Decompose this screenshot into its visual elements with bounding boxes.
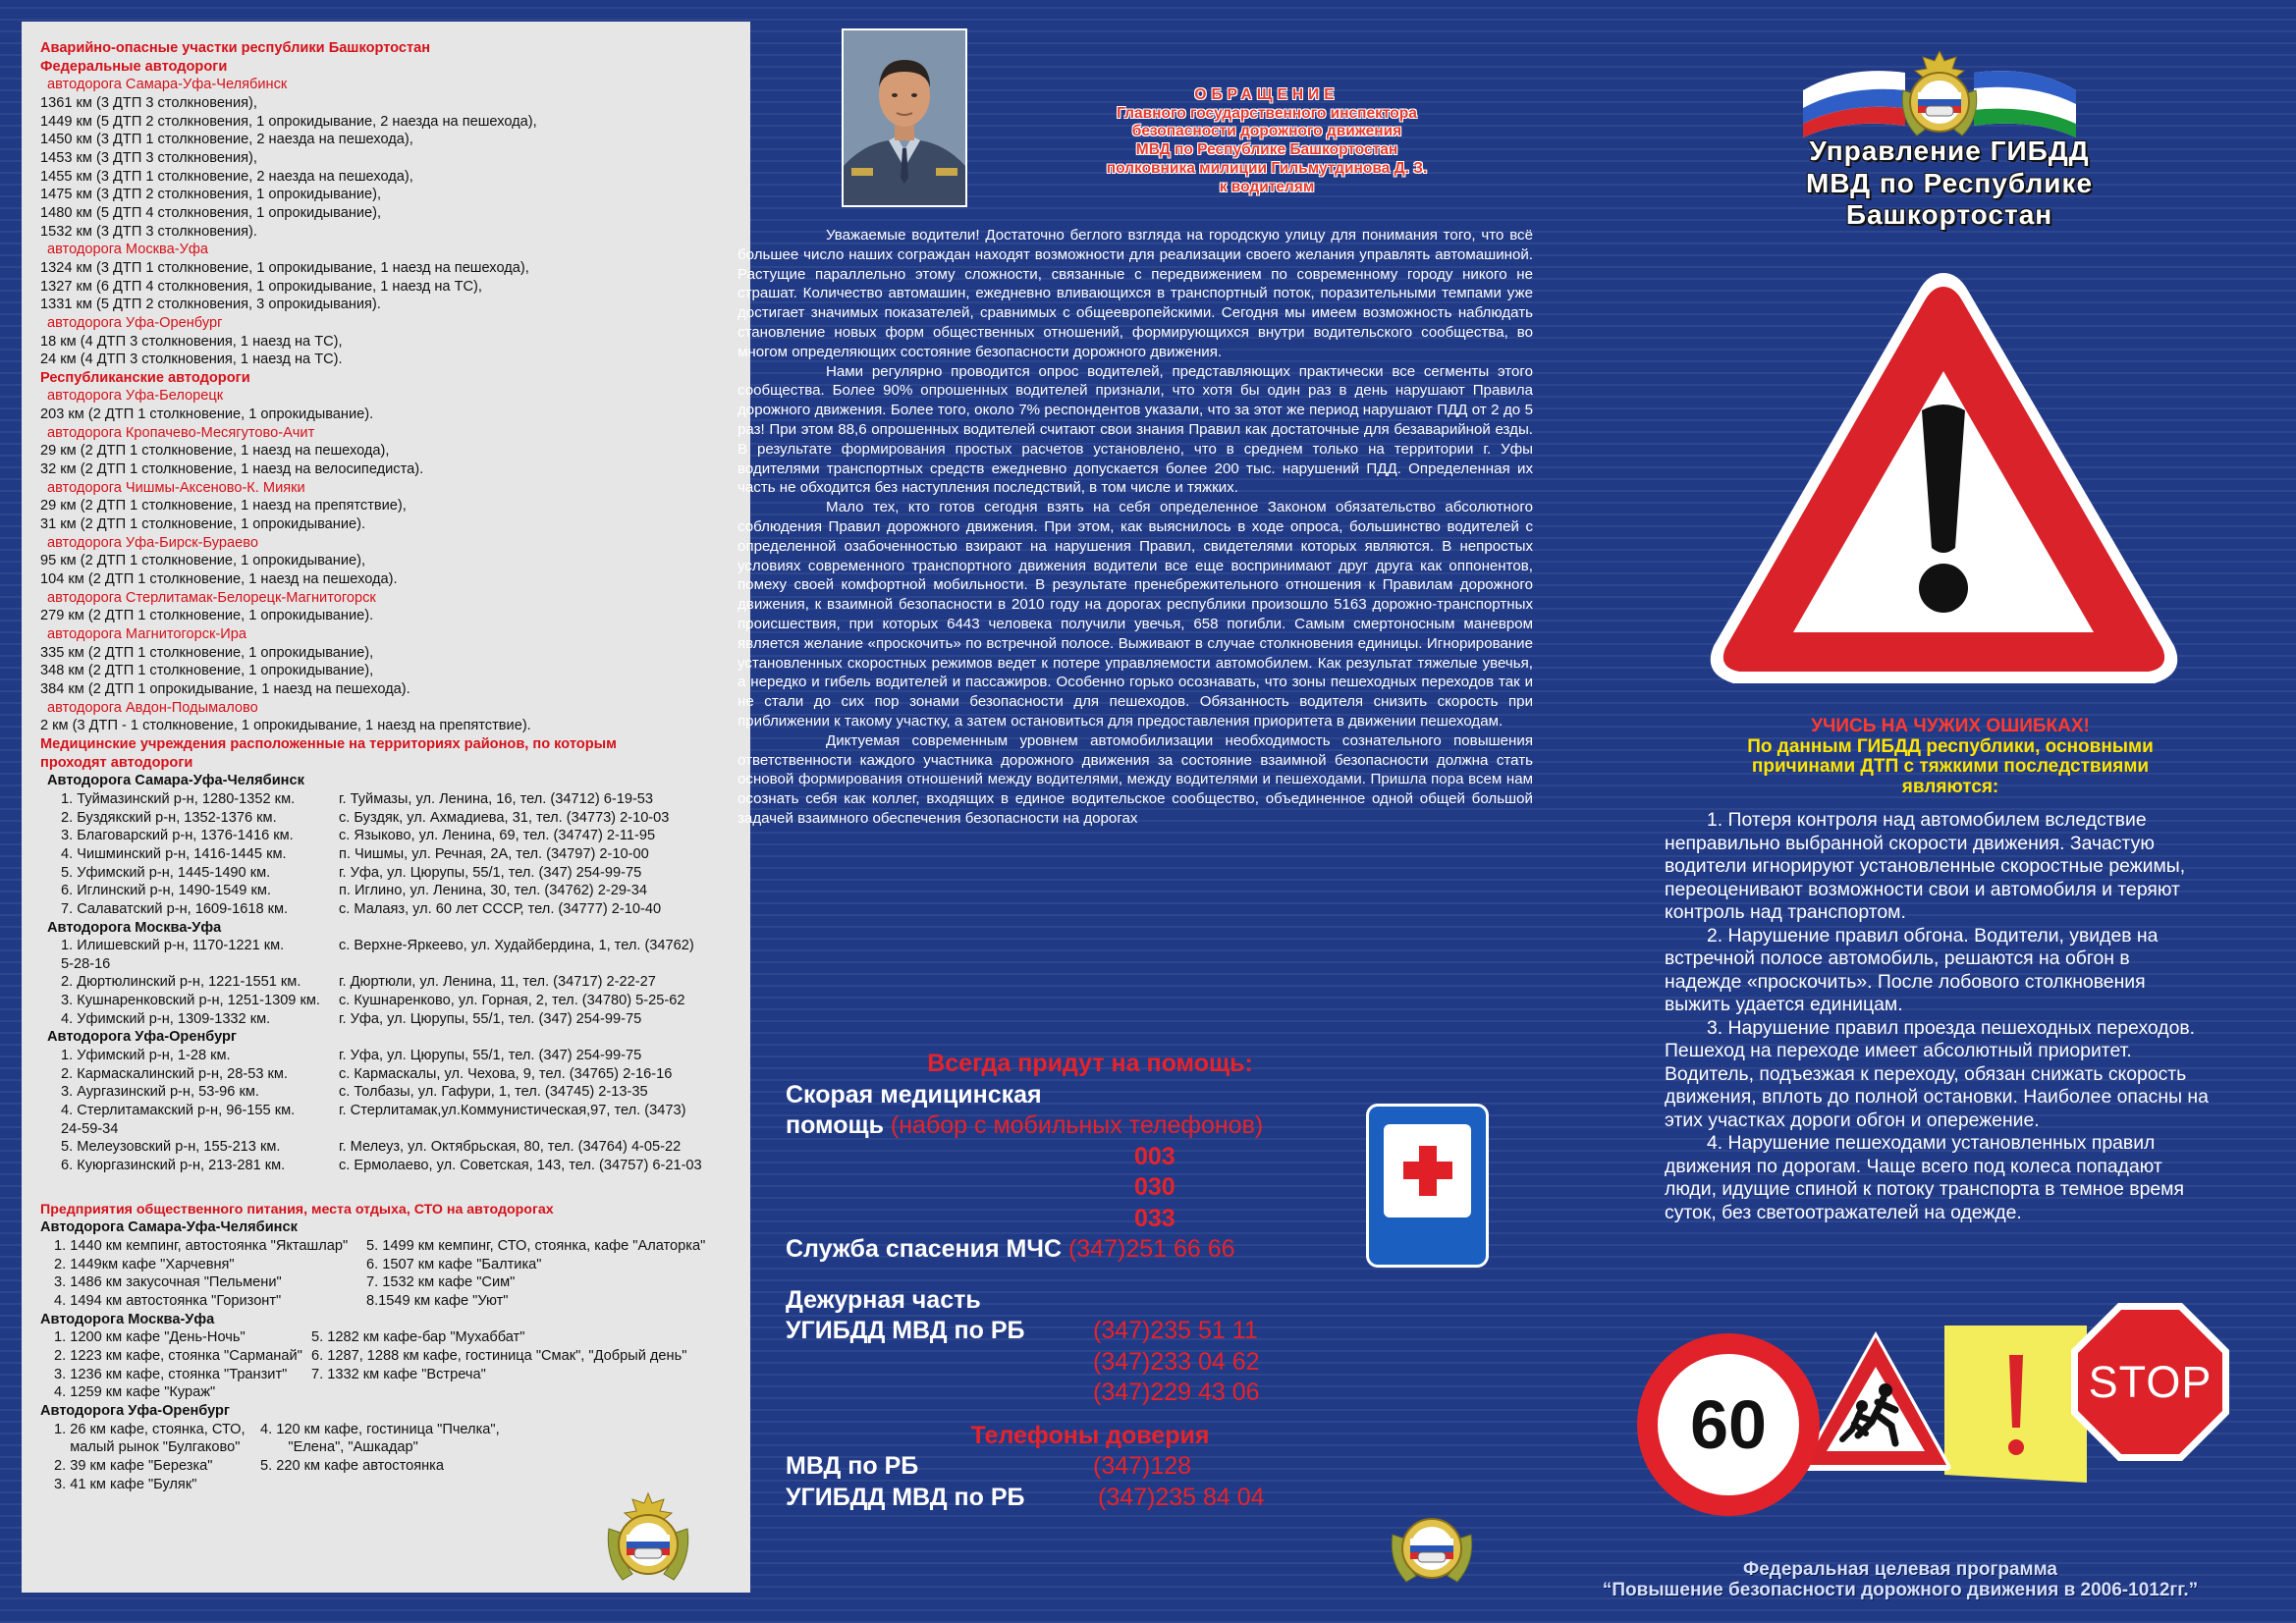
road-name: автодорога Москва-Уфа: [47, 242, 208, 258]
road-km-line: 1532 км (3 ДТП 3 столкновения).: [40, 223, 257, 240]
learn-subtitle: являются:: [1901, 776, 1999, 797]
food-item: 8.1549 км кафе "Уют": [366, 1292, 509, 1309]
road-km-line: 18 км (4 ДТП 3 столкновения, 1 наезд на ТС),: [40, 333, 343, 350]
med-row: [40, 1010, 750, 1029]
med-row: [40, 1065, 750, 1084]
med-group-name: Автодорога Уфа-Оренбург: [47, 1029, 238, 1046]
medical-heading-cont: проходят автодороги: [40, 754, 193, 771]
med-address: г. Стерлитамак,ул.Коммунистическая,97, тел. (3473): [339, 1103, 686, 1119]
food-row: [40, 1273, 750, 1292]
med-row-cont: 24-59-34: [61, 1120, 119, 1137]
trust-title: Телефоны доверия: [970, 1421, 1210, 1449]
appeal-paragraph: Мало тех, кто готов сегодня взять на себя определенное Законом обязательство абсолютного соблюдения Правил дорожного движения. При этом, как выяснилось в ходе опроса, большинство водителей с определенной озабоченностью взирают на нарушения Правил, свидетелями которых являются. В непростых условиях современного транспортного движения водители все еще воспринимают друг друга как оппонентов, помеху своей комфортной мобильности. В результате пренебрежительного отношения к Правилам дорожного движения, к взаимной безопасности в 2010 году на дорогах республики произошло 5163 дорожно-транспортных происшествия, при которых 6443 человека получили увечья, 658 погибли. Самым смертоносным маневром является желание «проскочить» по встречной полосе. Выживают в случае столкновения единицы. Игнорирование установленных скоростных режимов ведет к потере управляемости автомобилем. Как результат тяжелые увечья, а нередко и гибель водителей и пассажиров. Особенно горько осознавать, что зоны пешеходных переходов так и не стали до сих пор зонами безопасности для пешеходов. Обязанность водителя снизить скорость при приближении к такому участку, а затем остановиться для предоставления приоритета в движении пешеходам.: [738, 499, 1533, 730]
food-group-name: Автодорога Самара-Уфа-Челябинск: [40, 1219, 298, 1236]
road-name: автодорога Авдон-Подымалово: [47, 699, 258, 716]
road-km-line: 1475 км (3 ДТП 2 столкновения, 1 опрокидывание),: [40, 187, 382, 203]
speed-limit-value: 60: [1690, 1386, 1767, 1463]
trust-mvd-label: МВД по РБ: [786, 1452, 919, 1480]
food-item: 1. 1440 км кемпинг, автостоянка "Якташлар": [54, 1238, 349, 1254]
appeal-title-line: ОБРАЩЕНИЕ: [1194, 86, 1339, 103]
med-row: [40, 1102, 750, 1120]
speed-limit-sign-icon: [1637, 1333, 1820, 1516]
food-item: 3. 41 км кафе "Буляк": [54, 1476, 197, 1492]
appeal-title-line: МВД по Республике Башкортостан: [1135, 141, 1398, 159]
med-district: 2. Буздякский р-н, 1352-1376 км.: [61, 809, 277, 826]
duty-phone: (347)233 04 62: [1093, 1347, 1260, 1376]
med-row: [40, 882, 750, 900]
med-district: 5. Уфимский р-н, 1445-1490 км.: [61, 864, 271, 881]
accident-causes: [1665, 809, 2210, 1224]
trust-ugibdd-label: УГИБДД МВД по РБ: [786, 1483, 1025, 1511]
ambulance-number: 030: [1134, 1173, 1175, 1201]
food-row: [40, 1347, 750, 1366]
road-km-line: 32 км (2 ДТП 1 столкновение, 1 наезд на велосипедиста).: [40, 461, 424, 478]
food-item: 2. 1223 км кафе, стоянка "Сарманай": [54, 1347, 302, 1364]
med-address: г. Уфа, ул. Цюрупы, 55/1, тел. (347) 254-99-75: [339, 1010, 642, 1027]
med-district: 7. Салаватский р-н, 1609-1618 км.: [61, 900, 289, 917]
appeal-title-line: к водителям: [1219, 178, 1315, 195]
road-km-line: 1455 км (3 ДТП 1 столкновение, 2 наезда на пешехода),: [40, 168, 413, 185]
road-name: автодорога Самара-Уфа-Челябинск: [47, 77, 288, 93]
med-row: [40, 1083, 750, 1102]
ambulance-number: 003: [1134, 1142, 1175, 1170]
food-item: 2. 39 км кафе "Березка": [54, 1457, 213, 1474]
appeal-paragraph: Нами регулярно проводится опрос водителей, представляющих практически все сегменты этого сообщества. Более 90% опрошенных водителей признали, что хотя бы один раз в день нарушают Правила дорожного движения. Более того, около 7% респондентов указали, что за этот же период нарушают ПДД от 2 до 5 раз! При этом 88,6 опрошенных водителей считают свои знания Правил как достаточные для безаварийной езды. В результате формирования простых расчетов установлено, что в среднем только на территории г. Уфы водителями транспортных средств ежедневно допускается более 200 тыс. нарушений ПДД. Определенная их часть не обходится без наступления последствий, в том числе и тяжких.: [738, 362, 1533, 497]
stop-sign-icon: [2069, 1301, 2231, 1463]
med-address: п. Чишмы, ул. Речная, 2А, тел. (34797) 2-10-00: [339, 845, 649, 862]
med-district: 2. Кармаскалинский р-н, 28-53 км.: [61, 1065, 288, 1082]
road-km-line: 31 км (2 ДТП 1 столкновение, 1 опрокидывание).: [40, 516, 366, 533]
food-item: 3. 1486 км закусочная "Пельмени": [54, 1274, 282, 1291]
med-address: г. Дюртюли, ул. Ленина, 11, тел. (34717) 2-22-27: [339, 974, 656, 991]
road-km-line: 24 км (4 ДТП 3 столкновения, 1 наезд на ТС).: [40, 352, 343, 368]
food-row: [40, 1256, 750, 1274]
warning-triangle-icon: [1701, 263, 2187, 695]
road-km-line: 279 км (2 ДТП 1 столкновение, 1 опрокидывание).: [40, 608, 374, 624]
med-row: [40, 992, 750, 1010]
organization-title: [1738, 135, 2160, 232]
road-km-line: 1480 км (5 ДТП 4 столкновения, 1 опрокидывание),: [40, 204, 382, 221]
duty-phone: (347)235 51 11: [1093, 1317, 1258, 1344]
med-group-name: Автодорога Москва-Уфа: [47, 919, 222, 936]
food-item: 7. 1532 км кафе "Сим": [366, 1274, 516, 1291]
food-row: [40, 1292, 750, 1311]
food-row: [40, 1421, 750, 1439]
med-address: с. Толбазы, ул. Гафури, 1, тел. (34745) 2-13-35: [339, 1084, 648, 1101]
road-name: автодорога Уфа-Белорецк: [47, 388, 224, 405]
republic-heading: Республиканские автодороги: [40, 369, 250, 386]
med-district: 3. Благоварский р-н, 1376-1416 км.: [61, 828, 294, 844]
med-district: 3. Кушнаренковский р-н, 1251-1309 км.: [61, 993, 320, 1009]
road-km-line: 335 км (2 ДТП 1 столкновение, 1 опрокидывание),: [40, 644, 374, 661]
food-item: 1. 26 км кафе, стоянка, СТО,: [54, 1421, 246, 1437]
road-name: автодорога Уфа-Бирск-Бураево: [47, 534, 258, 551]
med-row: [40, 900, 750, 919]
med-row: [40, 809, 750, 828]
med-district: 6. Куюргазинский р-н, 213-281 км.: [61, 1158, 286, 1174]
road-name: автодорога Магнитогорск-Ира: [47, 626, 247, 642]
road-km-line: 1450 км (3 ДТП 1 столкновение, 2 наезда на пешехода),: [40, 132, 413, 148]
appeal-title-line: безопасности дорожного движения: [1131, 123, 1402, 140]
medical-help-sign-icon: [1366, 1104, 1489, 1268]
cause-item: 4. Нарушение пешеходами установленных правил движения по дорогам. Чаще всего под колеса попадают люди, идущие спиной к потоку транспорта в темное время суток, без светоотражателей на одежде.: [1665, 1132, 2185, 1223]
food-item: 4. 1259 км кафе "Кураж": [54, 1384, 216, 1401]
help-title: Всегда придут на помощь:: [927, 1050, 1253, 1077]
ambulance-label-cont: помощь: [786, 1111, 884, 1139]
med-district: 1. Илишевский р-н, 1170-1221 км.: [61, 938, 285, 954]
food-item: малый рынок "Булгаково": [54, 1439, 241, 1456]
food-item: 3. 1236 км кафе, стоянка "Транзит": [54, 1366, 288, 1382]
learn-block: [1675, 717, 2225, 797]
org-title-line: Управление ГИБДД: [1809, 135, 2090, 166]
cause-item: 3. Нарушение правил проезда пешеходных переходов. Пешеход на переходе имеет абсолютный приоритет. Водитель, подъезжая к переходу, обязан снижать скорость движения, вплоть до полной остановки. Наиболее опасны на этих участках дороги обгон и опережение.: [1665, 1016, 2209, 1131]
food-group-name: Автодорога Москва-Уфа: [40, 1311, 215, 1327]
med-address: г. Уфа, ул. Цюрупы, 55/1, тел. (347) 254-99-75: [339, 1048, 642, 1064]
road-km-line: 348 км (2 ДТП 1 столкновение, 1 опрокидывание),: [40, 663, 374, 679]
cause-item: 1. Потеря контроля над автомобилем вследствие неправильно выбранной скорости движения. Зачастую водители игнорируют установленные скоростные режимы, переоценивают возможности свои и автомобиля и теряют контроль над транспортом.: [1665, 809, 2186, 923]
med-row: [40, 1138, 750, 1157]
flags-emblem-icon: [1797, 51, 2082, 139]
med-district: 4. Стерлитамакский р-н, 96-155 км.: [61, 1103, 296, 1119]
med-address: с. Кушнаренково, ул. Горная, 2, тел. (34780) 5-25-62: [339, 993, 685, 1009]
food-row: [40, 1237, 750, 1256]
road-name: автодорога Уфа-Оренбург: [47, 314, 223, 331]
med-district: 1. Уфимский р-н, 1-28 км.: [61, 1048, 231, 1064]
footer-line: Федеральная целевая программа: [1743, 1559, 2057, 1580]
road-name: автодорога Кропачево-Месягутово-Ачит: [47, 424, 315, 441]
food-item: 6. 1507 км кафе "Балтика": [366, 1256, 542, 1272]
food-item: 5. 220 км кафе автостоянка: [260, 1457, 445, 1474]
duty-label: Дежурная часть: [786, 1285, 981, 1314]
food-item: 2. 1449км кафе "Харчевня": [54, 1256, 235, 1272]
med-district: 4. Чишминский р-н, 1416-1445 км.: [61, 845, 287, 862]
med-row: [40, 790, 750, 809]
food-item: 4. 120 км кафе, гостиница "Пчелка",: [260, 1421, 500, 1437]
med-group-name: Автодорога Самара-Уфа-Челябинск: [47, 773, 304, 789]
med-district: 6. Иглинский р-н, 1490-1549 км.: [61, 883, 271, 899]
road-km-line: 384 км (2 ДТП 1 опрокидывание, 1 наезд на пешехода).: [40, 680, 410, 697]
med-district: 5. Мелеузовский р-н, 155-213 км.: [61, 1139, 281, 1156]
food-item: 1. 1200 км кафе "День-Ночь": [54, 1329, 246, 1346]
appeal-body: [738, 226, 1533, 829]
food-item: 5. 1282 км кафе-бар "Мухаббат": [311, 1329, 525, 1346]
road-km-line: 29 км (2 ДТП 1 столкновение, 1 наезд на пешехода),: [40, 443, 390, 460]
stop-text: STOP: [2088, 1356, 2213, 1407]
med-row: [40, 1157, 750, 1175]
road-km-line: 1453 км (3 ДТП 3 столкновения),: [40, 149, 257, 166]
ambulance-label: Скорая медицинская: [786, 1080, 1042, 1109]
food-row: [40, 1457, 750, 1476]
med-address: г. Уфа, ул. Цюрупы, 55/1, тел. (347) 254-99-75: [339, 864, 642, 881]
cause-item: 2. Нарушение правил обгона. Водители, увидев на встречной полосе автомобиль, решаются на обгон в надежде «проскочить». После лобового столкновения выжить удается единицам.: [1665, 924, 2159, 1015]
road-km-line: 29 км (2 ДТП 1 столкновение, 1 наезд на препятствие),: [40, 498, 407, 514]
road-km-line: 203 км (2 ДТП 1 столкновение, 1 опрокидывание).: [40, 406, 374, 423]
med-row: [40, 845, 750, 864]
appeal-title-line: полковника милиции Гильмутдинова Д. З.: [1106, 159, 1428, 177]
road-name: автодорога Стерлитамак-Белорецк-Магнитогорск: [47, 589, 376, 606]
left-title: Аварийно-опасные участки республики Башкортостан: [40, 40, 431, 56]
food-row: [40, 1438, 750, 1457]
food-row: [40, 1366, 750, 1384]
food-group-name: Автодорога Уфа-Оренбург: [40, 1402, 231, 1419]
learn-subtitle: По данным ГИБДД республики, основными: [1747, 735, 2154, 757]
med-address: г. Туймазы, ул. Ленина, 16, тел. (34712) 6-19-53: [339, 790, 654, 807]
med-district: 3. Аургазинский р-н, 53-96 км.: [61, 1084, 259, 1101]
medical-heading: Медицинские учреждения расположенные на территориях районов, по которым: [40, 735, 617, 752]
med-district: 2. Дюртюлинский р-н, 1221-1551 км.: [61, 974, 301, 991]
ambulance-note: (набор с мобильных телефонов): [890, 1111, 1264, 1139]
gibdd-emblem-icon: [603, 1489, 693, 1590]
food-item: 7. 1332 км кафе "Встреча": [311, 1366, 486, 1382]
med-row: [40, 864, 750, 883]
gibdd-emblem-center-icon: [1383, 1505, 1481, 1588]
trust-mvd-phone: (347)128: [1093, 1452, 1192, 1480]
med-address: с. Кармаскалы, ул. Чехова, 9, тел. (34765) 2-16-16: [339, 1065, 673, 1082]
med-district: 4. Уфимский р-н, 1309-1332 км.: [61, 1010, 271, 1027]
duty-label-cont: УГИБДД МВД по РБ: [786, 1317, 1025, 1344]
med-address: п. Иглино, ул. Ленина, 30, тел. (34762) 2-29-34: [339, 883, 648, 899]
left-info-panel: [22, 22, 750, 1593]
road-km-line: 1331 км (5 ДТП 2 столкновения, 3 опрокидывания).: [40, 297, 381, 313]
org-title-line: Башкортостан: [1845, 199, 2053, 230]
yellow-warning-sign-icon: [1944, 1325, 2087, 1483]
org-title-line: МВД по Республике: [1805, 167, 2094, 198]
med-row: [40, 827, 750, 845]
road-km-line: 1327 км (6 ДТП 4 столкновения, 1 опрокидывание, 1 наезд на ТС),: [40, 278, 482, 295]
med-address: г. Мелеуз, ул. Октябрьская, 80, тел. (34764) 4-05-22: [339, 1139, 682, 1156]
road-km-line: 2 км (3 ДТП - 1 столкновение, 1 опрокидывание, 1 наезд на препятствие).: [40, 718, 531, 734]
federal-heading: Федеральные автодороги: [40, 58, 228, 75]
food-item: 5. 1499 км кемпинг, СТО, стоянка, кафе "Алаторка": [366, 1238, 706, 1254]
med-row: [40, 1047, 750, 1065]
program-footer: [1532, 1559, 2269, 1600]
children-crossing-sign-icon: [1797, 1327, 1954, 1473]
appeal-title-line: Главного государственного инспектора: [1117, 104, 1417, 122]
food-item: "Елена", "Ашкадар": [260, 1439, 418, 1456]
road-km-line: 1449 км (5 ДТП 2 столкновения, 1 опрокидывание, 2 наезда на пешехода),: [40, 113, 537, 130]
med-row-cont: 5-28-16: [61, 955, 111, 972]
food-item: 4. 1494 км автостоянка "Горизонт": [54, 1292, 282, 1309]
med-address: с. Ермолаево, ул. Советская, 143, тел. (34757) 6-21-03: [339, 1158, 702, 1174]
med-address: с. Верхне-Яркеево, ул. Худайбердина, 1, тел. (34762): [339, 938, 694, 954]
road-km-line: 104 км (2 ДТП 1 столкновение, 1 наезд на пешехода).: [40, 571, 398, 588]
med-district: 1. Туймазинский р-н, 1280-1352 км.: [61, 790, 296, 807]
food-row: [40, 1328, 750, 1347]
duty-phone: (347)229 43 06: [1093, 1379, 1260, 1406]
med-row: [40, 937, 750, 955]
inspector-photo: [842, 28, 967, 207]
learn-title: УЧИСЬ НА ЧУЖИХ ОШИБКАХ!: [1811, 716, 2090, 736]
road-km-line: 1324 км (3 ДТП 1 столкновение, 1 опрокидывание, 1 наезд на пешехода),: [40, 259, 529, 276]
appeal-paragraph: Уважаемые водители! Достаточно беглого взгляда на городскую улицу для понимания того, что всё большее число наших сограждан находят возможности для реализации своего желания управлять автомашиной. Растущие параллельно этому сложности, связанные с передвижением по современному городу никого не страшат. Количество автомашин, ежедневно вливающихся в транспортный поток, поразительными темпами уже достигает значимых показателей, сравнимых с общеевропейскими. Сегодня мы имеем возможность наблюдать становление новых форм общественных отношений, формирующихся внутри водительского сообщества, во многом определяющих состояние безопасности дорожного движения.: [738, 227, 1533, 360]
med-address: с. Малаяз, ул. 60 лет СССР, тел. (34777) 2-10-40: [339, 900, 662, 917]
food-item: 6. 1287, 1288 км кафе, гостиница "Смак", "Добрый день": [311, 1347, 687, 1364]
road-km-line: 95 км (2 ДТП 1 столкновение, 1 опрокидывание),: [40, 553, 366, 569]
ambulance-number: 033: [1134, 1204, 1175, 1232]
footer-line: “Повышение безопасности дорожного движения в 2006-1012гг.”: [1602, 1580, 2199, 1600]
trust-ugibdd-phone: (347)235 84 04: [1098, 1483, 1265, 1511]
learn-subtitle: причинами ДТП с тяжкими последствиями: [1751, 756, 2150, 777]
help-contacts: [786, 1049, 1394, 1513]
mchs-label: Служба спасения МЧС: [786, 1235, 1062, 1263]
med-row: [40, 973, 750, 992]
road-name: автодорога Чишмы-Аксеново-К. Мияки: [47, 479, 305, 496]
appeal-title: [982, 86, 1552, 196]
med-address: с. Буздяк, ул. Ахмадиева, 31, тел. (34773) 2-10-03: [339, 809, 670, 826]
med-address: с. Языково, ул. Ленина, 69, тел. (34747) 2-11-95: [339, 828, 656, 844]
food-heading: Предприятия общественного питания, места отдыха, СТО на автодорогах: [40, 1201, 554, 1217]
appeal-paragraph: Диктуемая современным уровнем автомобилизации необходимость сознательного повышения ответственности каждого участника дорожного движения за состояние взаимной безопасности должна стать основой формирования отношений между водителями, между водителями и пешеходами. Пришла пора всем нам осознать себя как коллег, входящих в единое водительское сообщество, объединенное одной общей большой задачей взаимного обеспечения безопасности на дорогах: [738, 731, 1533, 827]
inspector-portrait-icon: [844, 30, 965, 205]
mchs-phone: (347)251 66 66: [1067, 1235, 1235, 1263]
road-km-line: 1361 км (3 ДТП 3 столкновения),: [40, 94, 257, 111]
